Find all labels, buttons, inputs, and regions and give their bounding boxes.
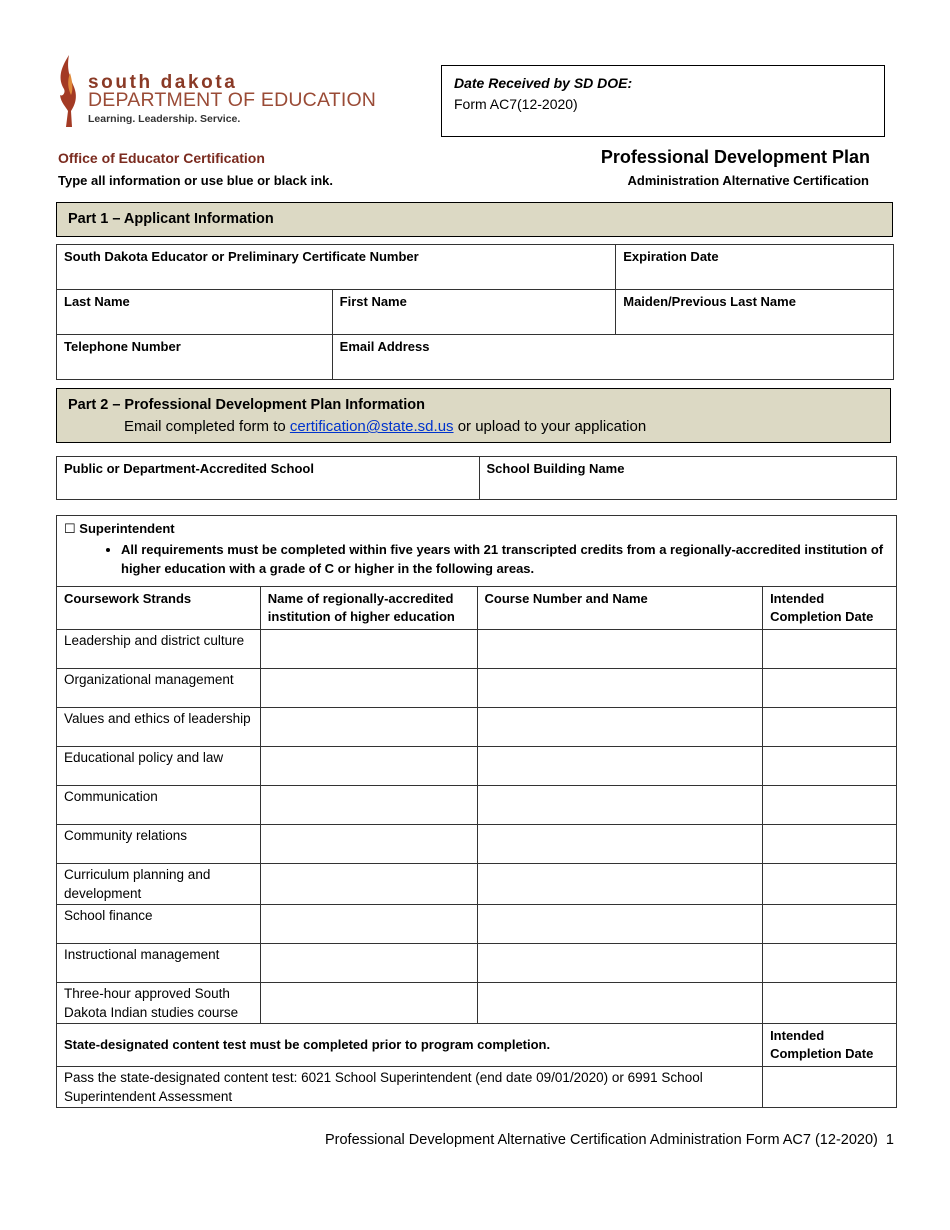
- course-input[interactable]: [477, 747, 763, 786]
- page-title: Professional Development Plan: [600, 147, 870, 167]
- strand-label: Curriculum planning and development: [64, 867, 211, 901]
- institution-input[interactable]: [260, 708, 477, 747]
- date-received-box: [441, 65, 885, 137]
- table-row: [57, 708, 897, 747]
- date-input[interactable]: [763, 983, 897, 1024]
- building-field[interactable]: [479, 457, 897, 500]
- telephone-field[interactable]: [57, 335, 333, 380]
- strand-label: Values and ethics of leadership: [64, 711, 251, 726]
- institution-input[interactable]: [260, 669, 477, 708]
- first-name-field[interactable]: [332, 290, 616, 335]
- logo-state: south dakota: [88, 72, 238, 93]
- test-date-header: [763, 1024, 897, 1067]
- page-footer: [325, 1132, 894, 1148]
- email-prefix: Email completed form to: [124, 418, 290, 435]
- strand-label: Leadership and district culture: [64, 633, 245, 648]
- school-label: Public or Department-Accredited School: [64, 461, 314, 476]
- certification-email-link[interactable]: certification@state.sd.us: [289, 418, 454, 435]
- building-label: School Building Name: [486, 461, 625, 476]
- date-input[interactable]: [763, 825, 897, 864]
- requirement-text: • All requirements must be completed within five years with 21 transcripted credits from a regionally-accredited institution of higher education with a grade of C or higher in the following areas.: [121, 540, 889, 578]
- telephone-label: Telephone Number: [64, 339, 181, 354]
- column-header: [477, 587, 763, 630]
- course-input[interactable]: [477, 786, 763, 825]
- strand-label: School finance: [64, 908, 153, 923]
- expiration-field[interactable]: [616, 245, 894, 290]
- column-header: [260, 587, 477, 630]
- date-input[interactable]: [763, 630, 897, 669]
- superintendent-label: Superintendent: [79, 521, 175, 536]
- course-input[interactable]: [477, 905, 763, 944]
- institution-input[interactable]: [260, 864, 477, 905]
- course-input[interactable]: [477, 669, 763, 708]
- institution-input[interactable]: [260, 983, 477, 1024]
- institution-input[interactable]: [260, 786, 477, 825]
- superintendent-checkbox[interactable]: ☐: [64, 521, 76, 536]
- date-input[interactable]: [763, 864, 897, 905]
- email-suffix: or upload to your application: [453, 418, 647, 435]
- logo-tagline: Learning. Leadership. Service.: [88, 113, 241, 125]
- test-date-label: Intended Completion Date: [770, 1028, 874, 1061]
- table-row: [57, 786, 897, 825]
- date-input[interactable]: [763, 747, 897, 786]
- superintendent-table: [56, 515, 897, 1108]
- strand-label: Organizational management: [64, 672, 234, 687]
- email-label: Email Address: [339, 339, 430, 354]
- flame-torch-icon: [56, 55, 80, 129]
- footer-text: Professional Development Alternative Certification Administration Form AC7 (12-2020): [324, 1132, 878, 1148]
- date-input[interactable]: [763, 708, 897, 747]
- table-row: [57, 630, 897, 669]
- test-heading-cell: [57, 1024, 763, 1067]
- test-requirement-cell: [57, 1067, 763, 1108]
- col-strands-label: Coursework Strands: [64, 591, 192, 606]
- page-subtitle: Administration Alternative Certification: [627, 173, 869, 188]
- column-header: [763, 587, 897, 630]
- strand-label: Three-hour approved South Dakota Indian studies course: [64, 986, 239, 1020]
- applicant-info-table: [56, 244, 894, 380]
- email-instructions: [124, 418, 646, 435]
- cert-number-label: South Dakota Educator or Preliminary Certificate Number: [64, 249, 419, 264]
- first-name-label: First Name: [339, 294, 407, 309]
- last-name-field[interactable]: [57, 290, 333, 335]
- course-input[interactable]: [477, 983, 763, 1024]
- date-input[interactable]: [763, 905, 897, 944]
- institution-input[interactable]: [260, 905, 477, 944]
- test-date-input[interactable]: [763, 1067, 897, 1108]
- date-input[interactable]: [763, 944, 897, 983]
- date-received-label: Date Received by SD DOE:: [454, 75, 633, 91]
- part1-header: [56, 202, 893, 237]
- course-input[interactable]: [477, 708, 763, 747]
- col-course-label: Course Number and Name: [484, 591, 648, 606]
- maiden-name-field[interactable]: [616, 290, 894, 335]
- ink-instructions: Type all information or use blue or black ink.: [58, 173, 333, 188]
- email-field[interactable]: [332, 335, 893, 380]
- logo-department: DEPARTMENT OF EDUCATION: [88, 89, 377, 111]
- part2-heading: Part 2 – Professional Development Plan Information: [68, 397, 425, 413]
- col-institution-label: Name of regionally-accredited institution of higher education: [267, 591, 455, 624]
- page-number: 1: [885, 1132, 894, 1148]
- course-input[interactable]: [477, 944, 763, 983]
- maiden-name-label: Maiden/Previous Last Name: [623, 294, 796, 309]
- test-requirement-text: Pass the state-designated content test: 6021 School Superintendent (end date 09/01/2020) or 6991 School Superintendent Assessment: [64, 1070, 703, 1104]
- date-input[interactable]: [763, 786, 897, 825]
- part2-header: [56, 388, 891, 443]
- expiration-label: Expiration Date: [623, 249, 719, 264]
- test-heading: State-designated content test must be completed prior to program completion.: [64, 1037, 551, 1052]
- table-row: [57, 864, 897, 905]
- course-input[interactable]: [477, 630, 763, 669]
- table-row: [57, 747, 897, 786]
- form-number: Form AC7(12-2020): [454, 96, 578, 112]
- school-field[interactable]: [57, 457, 480, 500]
- table-row: [57, 669, 897, 708]
- date-input[interactable]: [763, 669, 897, 708]
- strand-label: Communication: [64, 789, 158, 804]
- col-date-label: Intended Completion Date: [770, 591, 874, 624]
- table-row: [57, 905, 897, 944]
- institution-input[interactable]: [260, 944, 477, 983]
- table-row: [57, 983, 897, 1024]
- institution-input[interactable]: [260, 747, 477, 786]
- strand-label: Educational policy and law: [64, 750, 224, 765]
- office-name: Office of Educator Certification: [58, 150, 265, 166]
- institution-input[interactable]: [260, 825, 477, 864]
- column-header: [57, 587, 261, 630]
- part1-heading: Part 1 – Applicant Information: [68, 211, 274, 227]
- school-table: [56, 456, 897, 500]
- table-row: [57, 944, 897, 983]
- superintendent-section: [57, 516, 897, 587]
- cert-number-field[interactable]: [57, 245, 616, 290]
- last-name-label: Last Name: [64, 294, 130, 309]
- table-row: [57, 825, 897, 864]
- course-input[interactable]: [477, 864, 763, 905]
- institution-input[interactable]: [260, 630, 477, 669]
- strand-label: Instructional management: [64, 947, 220, 962]
- strand-label: Community relations: [64, 828, 188, 843]
- course-input[interactable]: [477, 825, 763, 864]
